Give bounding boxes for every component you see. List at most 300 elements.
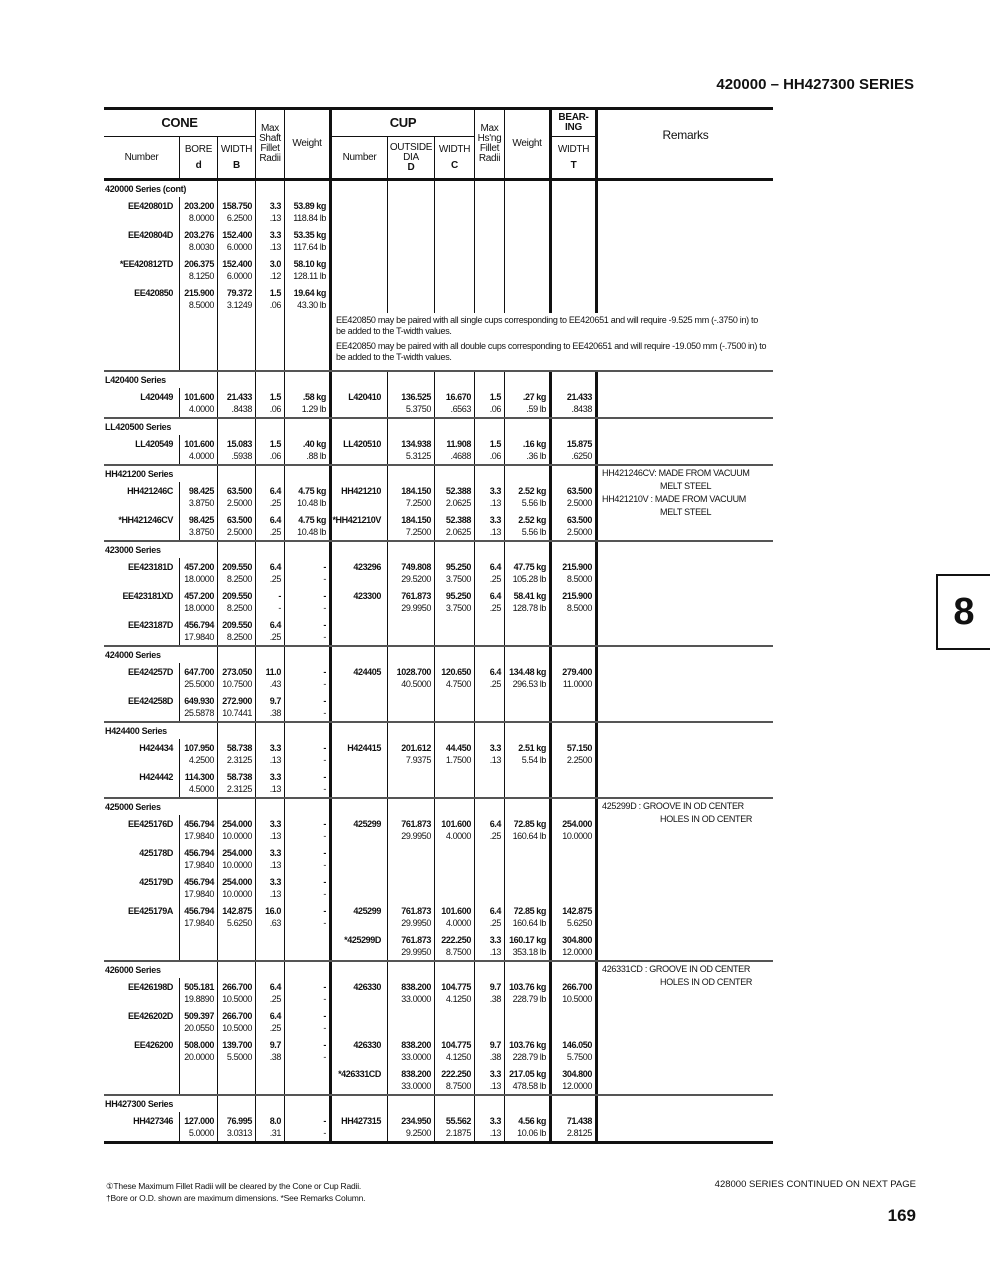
outside-dia-cell [388, 226, 435, 255]
bore-symbol: d [195, 159, 202, 171]
remarks [602, 467, 777, 519]
cup-weight-cell [505, 616, 552, 645]
cone-bore-cell [180, 873, 218, 902]
cone-number [104, 1065, 180, 1094]
series-header-row [104, 1096, 773, 1112]
series-header-row [104, 723, 773, 739]
outside-dia-cell [388, 692, 435, 721]
cup-weight-in: 228.79 lb [512, 1052, 546, 1062]
table-row [104, 873, 773, 902]
cone-cone-width-cell [218, 978, 256, 1007]
table-cell [285, 313, 332, 370]
outside-dia-in: 7.2500 [405, 527, 431, 537]
table-cell [552, 962, 598, 978]
bearing-width-cell [552, 226, 598, 255]
cone-shaft-fillet-radius-cell [256, 1007, 285, 1036]
bearing-width-in: 12.0000 [562, 947, 592, 957]
housing-fillet-radius-in: .25 [489, 574, 501, 584]
cup-width-mm: 104.775 [441, 982, 471, 992]
housing-fillet-radius-mm: 6.4 [489, 591, 501, 601]
cup-width-in: .6563 [450, 404, 471, 414]
cone-bore-cell [180, 739, 218, 768]
cup-number: *HH421210V [332, 511, 388, 540]
bearing-width-cell [552, 663, 598, 692]
table-cell [388, 1096, 435, 1112]
remarks-cell [598, 873, 773, 902]
cone-number: EE425179A [104, 902, 180, 931]
table-row [104, 558, 773, 587]
remark-label: 425299D : GROOVE IN OD CENTER [602, 801, 744, 811]
cone-width-mm: 209.550 [222, 620, 252, 630]
cone-weight-in: - [323, 708, 326, 718]
cup-number [332, 226, 388, 255]
housing-fillet-radius-mm: 6.4 [489, 906, 501, 916]
table-cell [180, 372, 218, 388]
continued-note: 428000 SERIES CONTINUED ON NEXT PAGE [714, 1179, 916, 1190]
bearing-header: BEAR- ING [552, 110, 598, 137]
cone-cone-weight-cell [285, 255, 332, 284]
remarks-header: Remarks [662, 128, 709, 142]
outside-dia-cell [388, 1007, 435, 1036]
housing-fillet-radius-cell [475, 902, 505, 931]
shaft-fillet-radius-mm: 3.3 [269, 230, 281, 240]
section-tab: 8 [936, 574, 990, 650]
max-hsng-fillet-header: Max Hs'ng Fillet Radii [475, 110, 505, 178]
cone-bore-cell [180, 663, 218, 692]
table-cell [285, 372, 332, 388]
cup-width-cell [435, 511, 475, 540]
cone-cone-width-cell [218, 844, 256, 873]
bore-in: 8.5000 [188, 300, 214, 310]
remark-continuation: MELT STEEL [660, 481, 712, 491]
cone-width-in: 6.0000 [226, 271, 252, 281]
cone-cone-weight-cell [285, 226, 332, 255]
cup-number: 425299 [332, 815, 388, 844]
table-row [104, 768, 773, 797]
table-cell [218, 466, 256, 482]
cone-weight-in: 10.48 lb [297, 527, 326, 537]
outside-dia-mm: 184.150 [401, 486, 431, 496]
cone-cone-weight-cell [285, 482, 332, 511]
outside-dia-cell [388, 388, 435, 417]
bearing-width-in: 5.7500 [566, 1052, 592, 1062]
table-cell [332, 723, 388, 739]
table-cell [104, 799, 180, 815]
cone-bore-cell [180, 255, 218, 284]
shaft-fillet-radius-in: .63 [269, 918, 281, 928]
cup-width-mm: 95.250 [445, 591, 471, 601]
cone-cone-width-cell [218, 511, 256, 540]
pairing-note: EE420850 may be paired with all double cups corresponding to EE420651 and will require -19.050 mm (-.7500 in) to be added to the T-width values. [336, 341, 767, 362]
remarks-cell [598, 1065, 773, 1094]
bore-in: 25.5000 [184, 679, 214, 689]
cone-weight-in: - [323, 784, 326, 794]
cone-width-in: 8.2500 [226, 574, 252, 584]
cup-weight-cell [505, 1036, 552, 1065]
bearing-width-mm: 279.400 [562, 667, 592, 677]
cup-weight-cell [505, 482, 552, 511]
cone-cone-weight-cell [285, 616, 332, 645]
remarks-cell [598, 388, 773, 417]
outside-dia-cell [388, 511, 435, 540]
bore-in: 8.0030 [188, 242, 214, 252]
cone-width-header: WIDTH [220, 143, 253, 155]
table-cell [104, 181, 187, 197]
series-name: 420000 Series (cont) [105, 184, 187, 194]
table-cell [104, 466, 180, 482]
cone-weight-mm: - [323, 562, 326, 572]
table-cell [180, 962, 218, 978]
table-cell [505, 1096, 552, 1112]
od-symbol: D [407, 161, 415, 173]
cone-width-in: 10.5000 [222, 1023, 252, 1033]
bore-mm: 114.300 [184, 772, 214, 782]
cone-width-mm: 63.500 [226, 515, 252, 525]
bore-mm: 107.950 [184, 743, 214, 753]
cone-width-mm: 58.738 [226, 772, 252, 782]
cone-weight-in: 10.48 lb [297, 498, 326, 508]
bore-in: 18.0000 [184, 603, 214, 613]
series-name: H424400 Series [105, 726, 167, 736]
cone-cone-weight-cell [285, 587, 332, 616]
cup-number [332, 284, 388, 313]
cone-weight-mm: 53.35 kg [293, 230, 326, 240]
remark-label: 426331CD : GROOVE IN OD CENTER [602, 964, 751, 974]
bearing-width-mm: 304.800 [562, 935, 592, 945]
max-shaft-fillet-header: Max Shaft Fillet Radii [256, 110, 285, 178]
cone-weight-mm: 4.75 kg [298, 515, 326, 525]
cup-width-cell [435, 388, 475, 417]
shaft-fillet-radius-in: .25 [269, 527, 281, 537]
outside-dia-cell [388, 739, 435, 768]
cone-weight-mm: - [323, 1011, 326, 1021]
housing-fillet-radius-cell [475, 255, 505, 284]
series-header-row [104, 419, 773, 435]
shaft-fillet-radius-in: .13 [269, 860, 281, 870]
outside-dia-mm: 761.873 [401, 906, 431, 916]
cup-weight-in: 353.18 lb [512, 947, 546, 957]
cone-cone-weight-cell [285, 1036, 332, 1065]
table-cell [285, 799, 332, 815]
bore-mm: 456.794 [184, 819, 214, 829]
cone-weight-mm: - [323, 772, 326, 782]
cone-width-mm: 158.750 [222, 201, 252, 211]
table-row [104, 255, 773, 284]
table-cell [505, 647, 552, 663]
footnote-fillet: ①These Maximum Fillet Radii will be cleared by the Cone or Cup Radii. [106, 1181, 362, 1191]
series-name: LL420500 Series [105, 422, 172, 432]
cup-number: L420410 [332, 388, 388, 417]
table-cell [104, 419, 180, 435]
cone-cone-width-cell [218, 558, 256, 587]
cup-width-in: 1.7500 [445, 755, 471, 765]
cup-weight-in: 5.56 lb [521, 527, 546, 537]
shaft-fillet-radius-in: .31 [269, 1128, 281, 1138]
cone-cone-width-cell [218, 226, 256, 255]
outside-dia-cell [388, 768, 435, 797]
cone-cone-weight-cell [285, 902, 332, 931]
series-block [104, 645, 773, 721]
outside-dia-in: 29.5200 [401, 574, 431, 584]
series-name: 423000 Series [105, 545, 161, 555]
table-cell [180, 647, 218, 663]
cone-weight-in: - [323, 831, 326, 841]
table-body [104, 181, 773, 1144]
table-cell [218, 181, 256, 197]
housing-fillet-radius-cell [475, 435, 505, 464]
table-cell [598, 1096, 773, 1112]
cone-width-in: 10.7441 [222, 708, 252, 718]
outside-dia-header: OUTSIDE DIA [389, 141, 433, 163]
cone-number [104, 931, 180, 960]
cone-cone-weight-cell [285, 815, 332, 844]
bore-in: 4.0000 [188, 451, 214, 461]
housing-fillet-radius-in: .25 [489, 603, 501, 613]
cone-weight-in: 117.64 lb [293, 242, 326, 252]
series-name: L420400 Series [105, 375, 166, 385]
cup-width-cell [435, 768, 475, 797]
outside-dia-mm: 749.808 [401, 562, 431, 572]
cone-weight-in: - [323, 632, 326, 642]
cup-number-header: Number [332, 137, 388, 178]
table-cell [332, 1096, 388, 1112]
bore-in: 3.8750 [188, 498, 214, 508]
outside-dia-in: 9.2500 [405, 1128, 431, 1138]
cone-number: EE426198D [104, 978, 180, 1007]
table-cell [218, 419, 256, 435]
table-cell [285, 466, 332, 482]
shaft-fillet-radius-mm: 6.4 [269, 620, 281, 630]
cup-number: 423300 [332, 587, 388, 616]
remarks-cell [598, 663, 773, 692]
bore-in: 18.0000 [184, 574, 214, 584]
bore-mm: 457.200 [184, 591, 214, 601]
cone-bore-cell [180, 197, 218, 226]
bearing-width-cell [552, 768, 598, 797]
outside-dia-mm: 136.525 [401, 392, 431, 402]
cup-weight-cell [505, 587, 552, 616]
cup-weight-in: 296.53 lb [512, 679, 546, 689]
series-block [104, 417, 773, 464]
cup-weight-mm: 4.56 kg [518, 1116, 546, 1126]
cone-bore-cell [180, 692, 218, 721]
cup-weight-mm: .27 kg [522, 392, 546, 402]
table-cell [285, 962, 332, 978]
bearing-width-in: 2.2500 [566, 755, 592, 765]
housing-fillet-radius-in: .25 [489, 918, 501, 928]
outside-dia-cell [388, 616, 435, 645]
cone-weight-mm: .40 kg [302, 439, 326, 449]
housing-fillet-radius-cell [475, 616, 505, 645]
cone-number-header: Number [104, 137, 180, 178]
bearing-width-symbol: T [570, 159, 577, 171]
cone-cone-width-cell [218, 284, 256, 313]
table-cell [598, 542, 773, 558]
outside-dia-in: 29.9950 [401, 947, 431, 957]
table-cell [104, 542, 180, 558]
cone-weight-mm: .58 kg [302, 392, 326, 402]
cup-number [332, 692, 388, 721]
cup-weight-cell [505, 663, 552, 692]
cone-cone-weight-cell [285, 435, 332, 464]
cup-number [332, 873, 388, 902]
shaft-fillet-radius-in: .13 [269, 831, 281, 841]
cone-cone-width-cell [218, 482, 256, 511]
housing-fillet-radius-cell [475, 978, 505, 1007]
cup-number: 425299 [332, 902, 388, 931]
bearing-width-cell [552, 587, 598, 616]
cup-width-in: 2.1875 [445, 1128, 471, 1138]
housing-fillet-radius-cell [475, 1112, 505, 1141]
table-row [104, 388, 773, 417]
table-cell [285, 647, 332, 663]
bore-in: 17.9840 [184, 860, 214, 870]
remarks-cell [598, 587, 773, 616]
housing-fillet-radius-cell [475, 768, 505, 797]
cone-cone-weight-cell [285, 1065, 332, 1094]
bearing-width-mm: 142.875 [562, 906, 592, 916]
shaft-fillet-radius-in: .13 [269, 889, 281, 899]
table-cell [104, 372, 180, 388]
housing-fillet-radius-cell [475, 1036, 505, 1065]
cone-bore-cell [180, 511, 218, 540]
shaft-fillet-radius-mm: 3.3 [269, 201, 281, 211]
cup-width-in: .4688 [450, 451, 471, 461]
table-cell [256, 723, 285, 739]
table-cell [475, 466, 505, 482]
shaft-fillet-radius-in: .06 [269, 404, 281, 414]
bearing-width-in: 10.0000 [562, 831, 592, 841]
remarks-cell [598, 255, 773, 284]
cone-shaft-fillet-radius-cell [256, 511, 285, 540]
table-cell [332, 181, 388, 197]
cup-weight-cell [505, 844, 552, 873]
remark-label: HH421210V : MADE FROM VACUUM [602, 494, 746, 504]
series-block [104, 464, 773, 540]
bearing-width-cell [552, 902, 598, 931]
cone-number: H424434 [104, 739, 180, 768]
remarks-cell [598, 616, 773, 645]
cone-cone-width-cell [218, 255, 256, 284]
shaft-fillet-radius-in: .25 [269, 498, 281, 508]
housing-fillet-radius-mm: 3.3 [489, 743, 501, 753]
table-cell [218, 962, 256, 978]
cone-shaft-fillet-radius-cell [256, 1065, 285, 1094]
housing-fillet-radius-in: .13 [489, 1081, 501, 1091]
outside-dia-mm: 1028.700 [396, 667, 431, 677]
bearing-width-cell [552, 873, 598, 902]
cone-width-mm: 254.000 [222, 877, 252, 887]
cup-width-cell [435, 482, 475, 511]
table-row [104, 663, 773, 692]
cone-bore-cell [180, 435, 218, 464]
cone-cone-weight-cell [285, 663, 332, 692]
outside-dia-in: 7.2500 [405, 498, 431, 508]
cone-bore-cell [180, 284, 218, 313]
cone-number: EE424257D [104, 663, 180, 692]
cup-width-cell [435, 1065, 475, 1094]
cone-shaft-fillet-radius-cell [256, 902, 285, 931]
housing-fillet-radius-mm: 9.7 [489, 1040, 501, 1050]
bearing-width-cell [552, 692, 598, 721]
outside-dia-cell [388, 1112, 435, 1141]
bore-in: 19.8890 [184, 994, 214, 1004]
cone-number: EE420801D [104, 197, 180, 226]
outside-dia-cell [388, 844, 435, 873]
bearing-width-cell [552, 739, 598, 768]
table-cell [435, 1096, 475, 1112]
cone-bore-cell [180, 388, 218, 417]
cup-width-cell [435, 978, 475, 1007]
bearing-width-in: 8.5000 [566, 574, 592, 584]
cup-number: *426331CD [332, 1065, 388, 1094]
cone-cone-width-cell [218, 768, 256, 797]
cup-weight-mm: 47.75 kg [513, 562, 546, 572]
cone-weight-in: - [323, 889, 326, 899]
page-title: 420000 – HH427300 SERIES [716, 76, 914, 93]
outside-dia-cell [388, 1036, 435, 1065]
cup-width-in: 8.7500 [445, 947, 471, 957]
cup-weight-in: 105.28 lb [512, 574, 546, 584]
cone-weight-mm: 19.64 kg [293, 288, 326, 298]
bore-in: 17.9840 [184, 889, 214, 899]
cup-width-cell [435, 616, 475, 645]
shaft-fillet-radius-in: .38 [269, 708, 281, 718]
cone-width-mm: 273.050 [222, 667, 252, 677]
series-name: 424000 Series [105, 650, 161, 660]
table-cell [218, 372, 256, 388]
outside-dia-cell [388, 663, 435, 692]
remarks-cell [598, 284, 773, 313]
bore-mm: 508.000 [184, 1040, 214, 1050]
outside-dia-cell [388, 587, 435, 616]
table-row [104, 587, 773, 616]
housing-fillet-radius-in: .13 [489, 1128, 501, 1138]
table-cell [332, 372, 388, 388]
bearing-width-mm: 146.050 [562, 1040, 592, 1050]
cup-weight-cell [505, 284, 552, 313]
housing-fillet-radius-mm: 3.3 [489, 935, 501, 945]
table-cell [552, 799, 598, 815]
table-cell [475, 799, 505, 815]
bearing-width-cell [552, 616, 598, 645]
cup-width-mm: 52.388 [445, 515, 471, 525]
cone-cone-width-cell [218, 1036, 256, 1065]
cup-width-cell [435, 815, 475, 844]
cone-weight-in: - [323, 918, 326, 928]
table-cell [475, 372, 505, 388]
cone-bore-cell [180, 1036, 218, 1065]
cup-width-cell [435, 226, 475, 255]
cone-width-in: .8438 [231, 404, 252, 414]
shaft-fillet-radius-in: .43 [269, 679, 281, 689]
outside-dia-mm: 838.200 [401, 982, 431, 992]
outside-dia-cell [388, 435, 435, 464]
remarks [602, 800, 777, 826]
outside-dia-mm: 761.873 [401, 935, 431, 945]
cone-bore-cell [180, 558, 218, 587]
bearing-width-in: .6250 [571, 451, 592, 461]
cone-cone-width-cell [218, 663, 256, 692]
housing-fillet-radius-cell [475, 197, 505, 226]
cone-width-mm: 152.400 [222, 259, 252, 269]
table-cell [598, 419, 773, 435]
bearing-width-in: .8438 [571, 404, 592, 414]
outside-dia-cell [388, 902, 435, 931]
cup-weight-mm: 72.85 kg [513, 906, 546, 916]
cone-weight-in: - [323, 603, 326, 613]
bore-mm: 456.794 [184, 620, 214, 630]
